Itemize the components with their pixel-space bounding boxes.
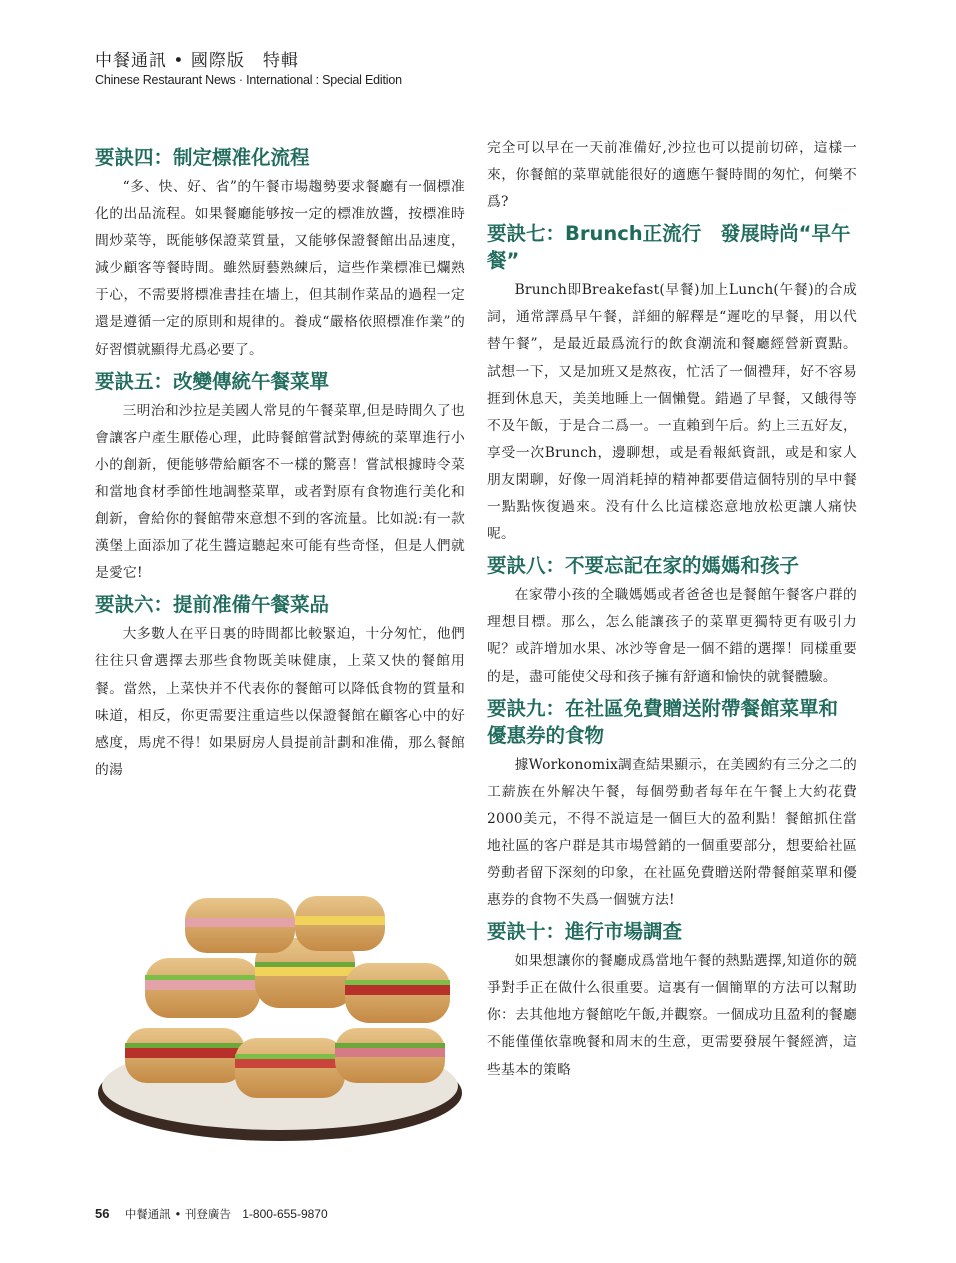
sandwich-stack	[125, 896, 450, 1098]
section-body-10: 如果想讓你的餐廳成爲當地午餐的熱點選擇,知道你的競爭對手正在做什么很重要。這裏有一個簡單的方法可以幫助你：去其他地方餐館吃午飯,并觀察。一個成功且盈利的餐廳不能僅僅依靠晚餐和周末的生意，更需要發展午餐經濟，這些基本的策略	[487, 953, 857, 1078]
page-footer	[95, 1206, 328, 1222]
section-heading-7: 要訣七：Brunch正流行 發展時尚“早午餐”	[487, 222, 851, 273]
section-heading-8: 要訣八：不要忘記在家的媽媽和孩子	[487, 554, 800, 578]
footer-phone: 1-800-655-9870	[242, 1207, 328, 1221]
section-heading-9: 要訣九：在社區免費贈送附帶餐館菜單和優惠券的食物	[487, 696, 839, 747]
left-column	[95, 140, 465, 784]
header-title-zh: 中餐通訊 • 國際版 特輯	[95, 51, 299, 71]
section-heading-4: 要訣四：制定標准化流程	[95, 146, 310, 169]
section-heading-10: 要訣十：進行市場調查	[487, 920, 683, 944]
sandwich-platter-image	[95, 878, 465, 1146]
page-number: 56	[95, 1206, 110, 1221]
section-body-4: “多、快、好、省”的午餐市場趨勢要求餐廳有一個標准化的出品流程。如果餐廳能够按一定的標准放醬，按標准時間炒菜等，既能够保證菜質量，又能够保證餐館出品速度，減少顧客等餐時間。雖然厨藝熟練后，這些作業標准已爛熟于心，不需要將標准書挂在墻上，但其制作菜品的過程一定還是遵循一定的原則和規律的。養成“嚴格依照標准作業”的好習慣就顯得尤爲必要了。	[95, 179, 465, 358]
section-body-8: 在家帶小孩的全職媽媽或者爸爸也是餐館午餐客户群的理想目標。那么，怎么能讓孩子的菜單更獨特更有吸引力呢？或許增加水果、冰沙等會是一個不錯的選擇！同樣重要的是，盡可能使父母和孩子擁有舒適和愉快的就餐體驗。	[487, 587, 857, 685]
section-heading-6: 要訣六：提前准備午餐菜品	[95, 593, 330, 617]
header-title-en: Chinese Restaurant News · International : Special Edition	[95, 73, 402, 87]
section-body-7: Brunch即Breakefast(早餐)加上Lunch(午餐)的合成詞，通常譯爲早午餐，詳細的解釋是“遲吃的早餐，用以代替午餐”，是最近最爲流行的飲食潮流和餐廳經營新賣點。試想一下，又是加班又是熬夜，忙活了一個禮拜，好不容易捱到休息天，美美地睡上一個懶覺。錯過了早餐，又餓得等不及午飯，于是合二爲一。一直賴到午后。約上三五好友，享受一次Brunch，邊聊想，或是看報紙資訊，或是和家人朋友閑聊，好像一周消耗掉的精神都要借這個特別的早中餐一點點恢復過來。没有什么比這樣恣意地放松更讓人痛快呢。	[487, 282, 857, 543]
section-body-5: 三明治和沙拉是美國人常見的午餐菜單,但是時間久了也會讓客户產生厭倦心理，此時餐館嘗試對傳統的菜單進行小小的創新，便能够帶給顧客不一樣的驚喜！嘗試根據時令菜和當地食材季節性地調整菜單，或者對原有食物進行美化和創新，會給你的餐館帶來意想不到的客流量。比如説:有一款漢堡上面添加了花生醬這聽起來可能有些奇怪，但是人們就是愛它!	[95, 402, 465, 582]
section-body-6: 大多數人在平日裏的時間都比較緊迫，十分匆忙，他們往往只會選擇去那些食物既美味健康，上菜又快的餐館用餐。當然，上菜快并不代表你的餐館可以降低食物的質量和味道，相反，你更需要注重這些以保證餐館在顧客心中的好感度，馬虎不得！如果厨房人員提前計劃和准備，那么餐館的湯	[95, 626, 465, 778]
section-body-6-continued: 完全可以早在一天前准備好,沙拉也可以提前切碎，這樣一來，你餐館的菜單就能很好的適應午餐時間的匆忙，何樂不爲?	[487, 140, 857, 211]
right-column	[487, 135, 857, 1084]
section-body-9: 據Workonomix調查結果顯示，在美國約有三分之二的工薪族在外解决午餐，每個勞動者每年在午餐上大約花費2000美元，不得不説這是一個巨大的盈利點！餐館抓住當地社區的客户群是其市場營銷的一個重要部分，想要給社區勞動者留下深刻的印象，在社區免費贈送附帶餐館菜單和優惠券的食物不失爲一個號方法!	[487, 756, 857, 909]
footer-publication: 中餐通訊 • 刊登廣告	[124, 1207, 231, 1221]
page-header	[95, 46, 402, 87]
section-heading-5: 要訣五：改變傳統午餐菜單	[95, 369, 330, 393]
